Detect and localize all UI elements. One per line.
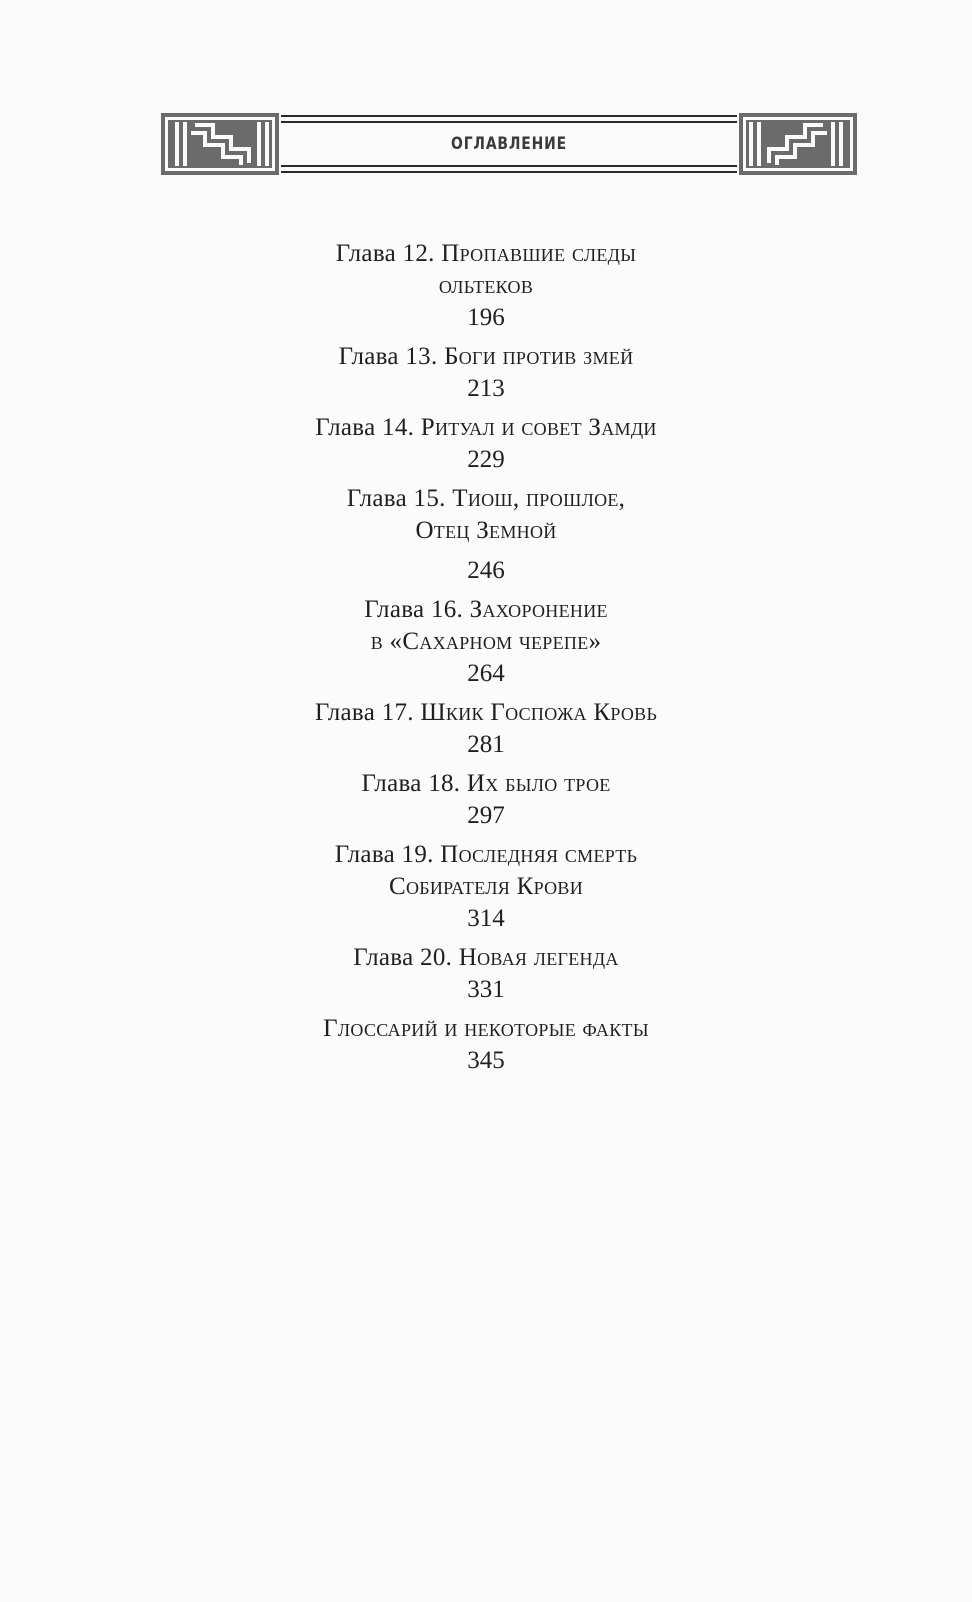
chapter-title-continued: ольтеков (438, 272, 534, 299)
chapter-title: Новая легенда (458, 944, 619, 971)
ornament-right-icon (739, 113, 857, 175)
page-number: 213 (467, 375, 505, 402)
toc-entry-chapter-14[interactable] (0, 412, 972, 476)
chapter-title: Захоронение (469, 596, 608, 623)
chapter-label: Глава 12. (335, 240, 435, 267)
page-number: 196 (467, 304, 505, 331)
chapter-title: Их было трое (466, 770, 611, 797)
page-number: 281 (467, 731, 505, 758)
chapter-title-continued: в «Сахарном черепе» (370, 628, 602, 655)
toc-entry-chapter-12[interactable] (0, 238, 972, 334)
chapter-title: Последняя смерть (440, 841, 638, 868)
page-title: ОГЛАВЛЕНИЕ (451, 134, 567, 154)
toc-entry-chapter-15[interactable] (0, 483, 972, 587)
chapter-title-continued: Отец Земной (415, 517, 557, 544)
chapter-title: Глоссарий и некоторые факты (323, 1015, 649, 1042)
chapter-label: Глава 15. (346, 485, 446, 512)
ornament-left-icon (161, 113, 279, 175)
page-number: 297 (467, 802, 505, 829)
title-band (281, 113, 737, 175)
chapter-title: Шкик Госпожа Кровь (420, 699, 658, 726)
page-number: 264 (467, 660, 505, 687)
page-number: 229 (467, 446, 505, 473)
chapter-label: Глава 18. (361, 770, 461, 797)
toc-entry-chapter-19[interactable] (0, 839, 972, 935)
page-number: 246 (467, 557, 505, 584)
toc-entry-chapter-20[interactable] (0, 942, 972, 1006)
chapter-title: Ритуал и совет Замди (420, 414, 657, 441)
chapter-label: Глава 20. (353, 944, 453, 971)
toc-entry-chapter-18[interactable] (0, 768, 972, 832)
toc-entry-chapter-17[interactable] (0, 697, 972, 761)
page-number: 314 (467, 905, 505, 932)
toc-entry-chapter-13[interactable] (0, 341, 972, 405)
toc-entry-glossary[interactable] (0, 1013, 972, 1077)
toc-entry-chapter-16[interactable] (0, 594, 972, 690)
page-number: 331 (467, 976, 505, 1003)
chapter-label: Глава 14. (315, 414, 415, 441)
toc-header (161, 113, 857, 175)
chapter-title: Пропавшие следы (441, 240, 637, 267)
chapter-label: Глава 13. (338, 343, 438, 370)
chapter-title-continued: Собирателя Крови (388, 873, 584, 900)
chapter-label: Глава 16. (364, 596, 464, 623)
chapter-title: Тиош, прошлое, (452, 485, 626, 512)
chapter-label: Глава 17. (314, 699, 414, 726)
page-number: 345 (467, 1047, 505, 1074)
chapter-title: Боги против змей (444, 343, 634, 370)
chapter-label: Глава 19. (334, 841, 434, 868)
table-of-contents (0, 238, 972, 1084)
